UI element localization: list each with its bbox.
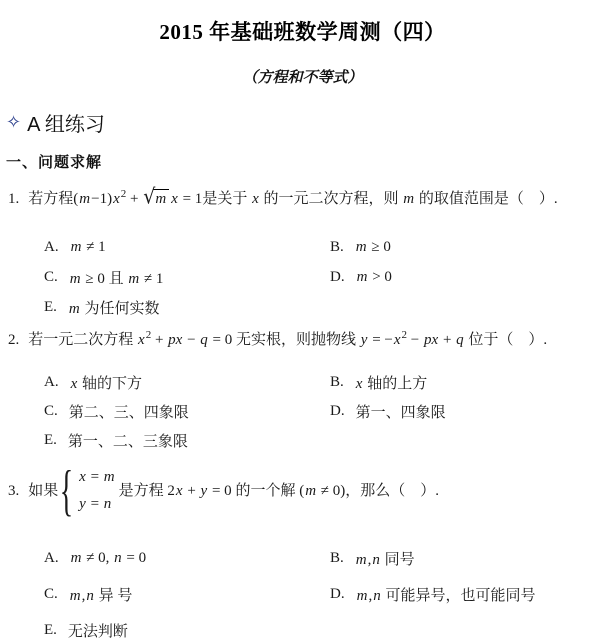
text-run: + [151,332,168,348]
math-variable: n [373,587,381,604]
text-run: ≠ 1 [140,270,164,287]
text-run: > 0 [368,268,392,285]
option-content [356,269,392,286]
text-run: ≥ 0 [367,238,391,255]
text-run: , [81,587,86,604]
math-variable: m [79,191,91,207]
option-e [44,292,330,322]
text-run: ( [73,191,79,207]
text-run: −1) [91,191,113,207]
text-run: 第一、二、三象限 [67,434,188,450]
text-run: 是关于 [202,191,252,207]
text-run: ≠ 0) [317,483,346,499]
question-2-options [44,368,601,455]
sqrt-radical [143,184,169,210]
math-variable: m [356,587,368,604]
math-variable: m [355,238,367,255]
text-run: 无法判断 [67,623,128,640]
math-variable: px [424,332,439,348]
option-b [330,368,601,397]
text-run: ≥ 0 [81,270,109,287]
text-run: 轴的下方 [78,376,143,392]
text-run: + [183,483,200,499]
radicand: m [153,189,169,209]
text-run: 2 [167,483,175,499]
option-label: E. [44,432,57,448]
superscript: 2 [401,329,408,341]
option-label: B. [330,549,344,566]
text-run: 为任何实数 [80,300,160,317]
text-run: 第二、三、四象限 [68,405,189,421]
text-run: , [367,551,372,568]
question-1 [8,186,601,212]
subsection-heading: 一、问题求解 [6,154,103,171]
text-run: + [126,191,143,207]
math-variable: y [360,332,368,348]
math-variable: n [86,587,94,604]
text-run: ≠ 0, [82,549,114,566]
text-run: = 0 [122,549,147,566]
option-content [69,267,164,288]
question-number: 3. [8,483,20,499]
option-d [330,576,601,612]
radical-sign: √ [143,184,156,210]
option-d [330,262,601,292]
question-3 [8,459,601,523]
system-row [78,491,115,518]
math-variable: m [128,270,140,287]
math-variable: m [355,551,367,568]
math-variable: y [79,496,86,512]
option-e [44,426,330,455]
text-run: − [407,332,424,348]
option-content [70,550,147,567]
text-run: 第一、四象限 [355,405,446,421]
text-run: = 0 [208,332,233,348]
text-run: 可能异号，也可能同号 [381,587,536,604]
math-variable: x [393,332,401,348]
math-variable: n [372,551,380,568]
text-run: = 0 [208,483,232,499]
brace-icon: { [59,460,74,522]
option-label: A. [44,549,59,566]
option-b [330,540,601,576]
option-label: E. [44,621,57,638]
option-label: D. [330,268,345,285]
option-label: C. [44,403,58,419]
page-title: 2015 年基础班数学周测（四） [159,20,446,44]
text-run: = [86,496,103,512]
section-label: A 组练习 [27,114,105,136]
text-run: 若一元二次方程 [28,332,138,348]
text-run: 异 号 [94,587,133,604]
option-content [68,430,188,451]
option-b [330,232,601,262]
text-run: ，那么（ ）. [345,483,440,499]
math-variable: m [103,469,115,485]
text-run: 轴的上方 [363,376,428,392]
system-rows [78,464,115,518]
question-number: 1. [8,191,20,207]
text-run: 如果 [28,483,59,499]
option-label: E. [44,298,57,315]
math-variable: x [79,469,86,485]
question-stem [8,184,558,210]
option-content [69,584,133,605]
system-row [78,464,115,491]
option-label: B. [330,238,344,255]
text-run: = − [368,332,393,348]
math-variable: q [456,332,464,348]
math-variable: x [175,483,183,499]
option-c [44,397,330,426]
math-variable: x [138,332,145,348]
math-variable: x [355,376,363,392]
option-content [356,401,446,422]
text-run: 且 [108,270,128,287]
math-variable: m [70,549,82,566]
option-content [355,548,415,569]
text-run: 若方程 [28,191,74,207]
text-run: + [439,332,456,348]
option-label: C. [44,268,58,285]
option-label: B. [330,374,344,390]
option-c [44,576,330,612]
option-content [355,372,427,393]
math-variable: m [69,270,81,287]
option-content [68,620,128,641]
math-variable: q [200,332,208,348]
math-variable: y [200,483,208,499]
math-variable: x [113,191,120,207]
text-run: = 1 [178,191,203,207]
question-3-options [44,540,601,644]
option-content [69,401,189,422]
math-variable: m [70,238,82,255]
option-a [44,232,330,262]
text-run: = [86,469,103,485]
question-number: 2. [8,332,20,348]
math-variable: n [114,549,122,566]
option-a [44,540,330,576]
superscript: 2 [120,188,127,200]
option-d [330,397,601,426]
text-run: , [368,587,373,604]
option-label: A. [44,374,59,390]
question-1-options [44,232,601,322]
option-a [44,368,330,397]
text-run: 是方程 [118,483,168,499]
option-content [70,372,142,393]
text-run: 的取值范围是（ ）. [415,191,558,207]
math-variable: m [403,191,415,207]
option-label: A. [44,238,59,255]
question-2 [8,327,601,353]
question-stem [8,460,440,522]
text-run: 无实根，则抛物线 [232,332,360,348]
text-run: ≠ 1 [82,238,106,255]
text-run: 位于（ ）. [464,332,548,348]
superscript: 2 [145,329,152,341]
math-variable: m [305,483,317,499]
text-run: − [183,332,200,348]
option-e [44,612,330,644]
four-pointed-star-icon: ✧ [6,111,22,133]
page-subtitle: （方程和不等式） [242,70,363,86]
question-stem [8,329,548,348]
math-variable: m [68,300,80,317]
text-run: 同号 [380,551,415,568]
math-variable: x [171,191,178,207]
math-variable: m [356,268,368,285]
text-run: 的一个解 [231,483,300,499]
section-heading-group-a [6,108,105,137]
option-content [355,239,391,256]
math-variable: x [252,191,259,207]
option-c [44,262,330,292]
option-label: C. [44,585,58,602]
math-variable: m [69,587,81,604]
option-label: D. [330,585,345,602]
equation-system [59,460,115,522]
math-variable: x [70,376,78,392]
text-run: 的一元二次方程，则 [259,191,403,207]
math-variable: px [168,332,183,348]
option-label: D. [330,403,345,419]
option-content [70,239,106,256]
math-variable: n [103,496,112,512]
option-content [68,297,160,318]
option-content [356,584,536,605]
text-run: ( [299,483,305,499]
